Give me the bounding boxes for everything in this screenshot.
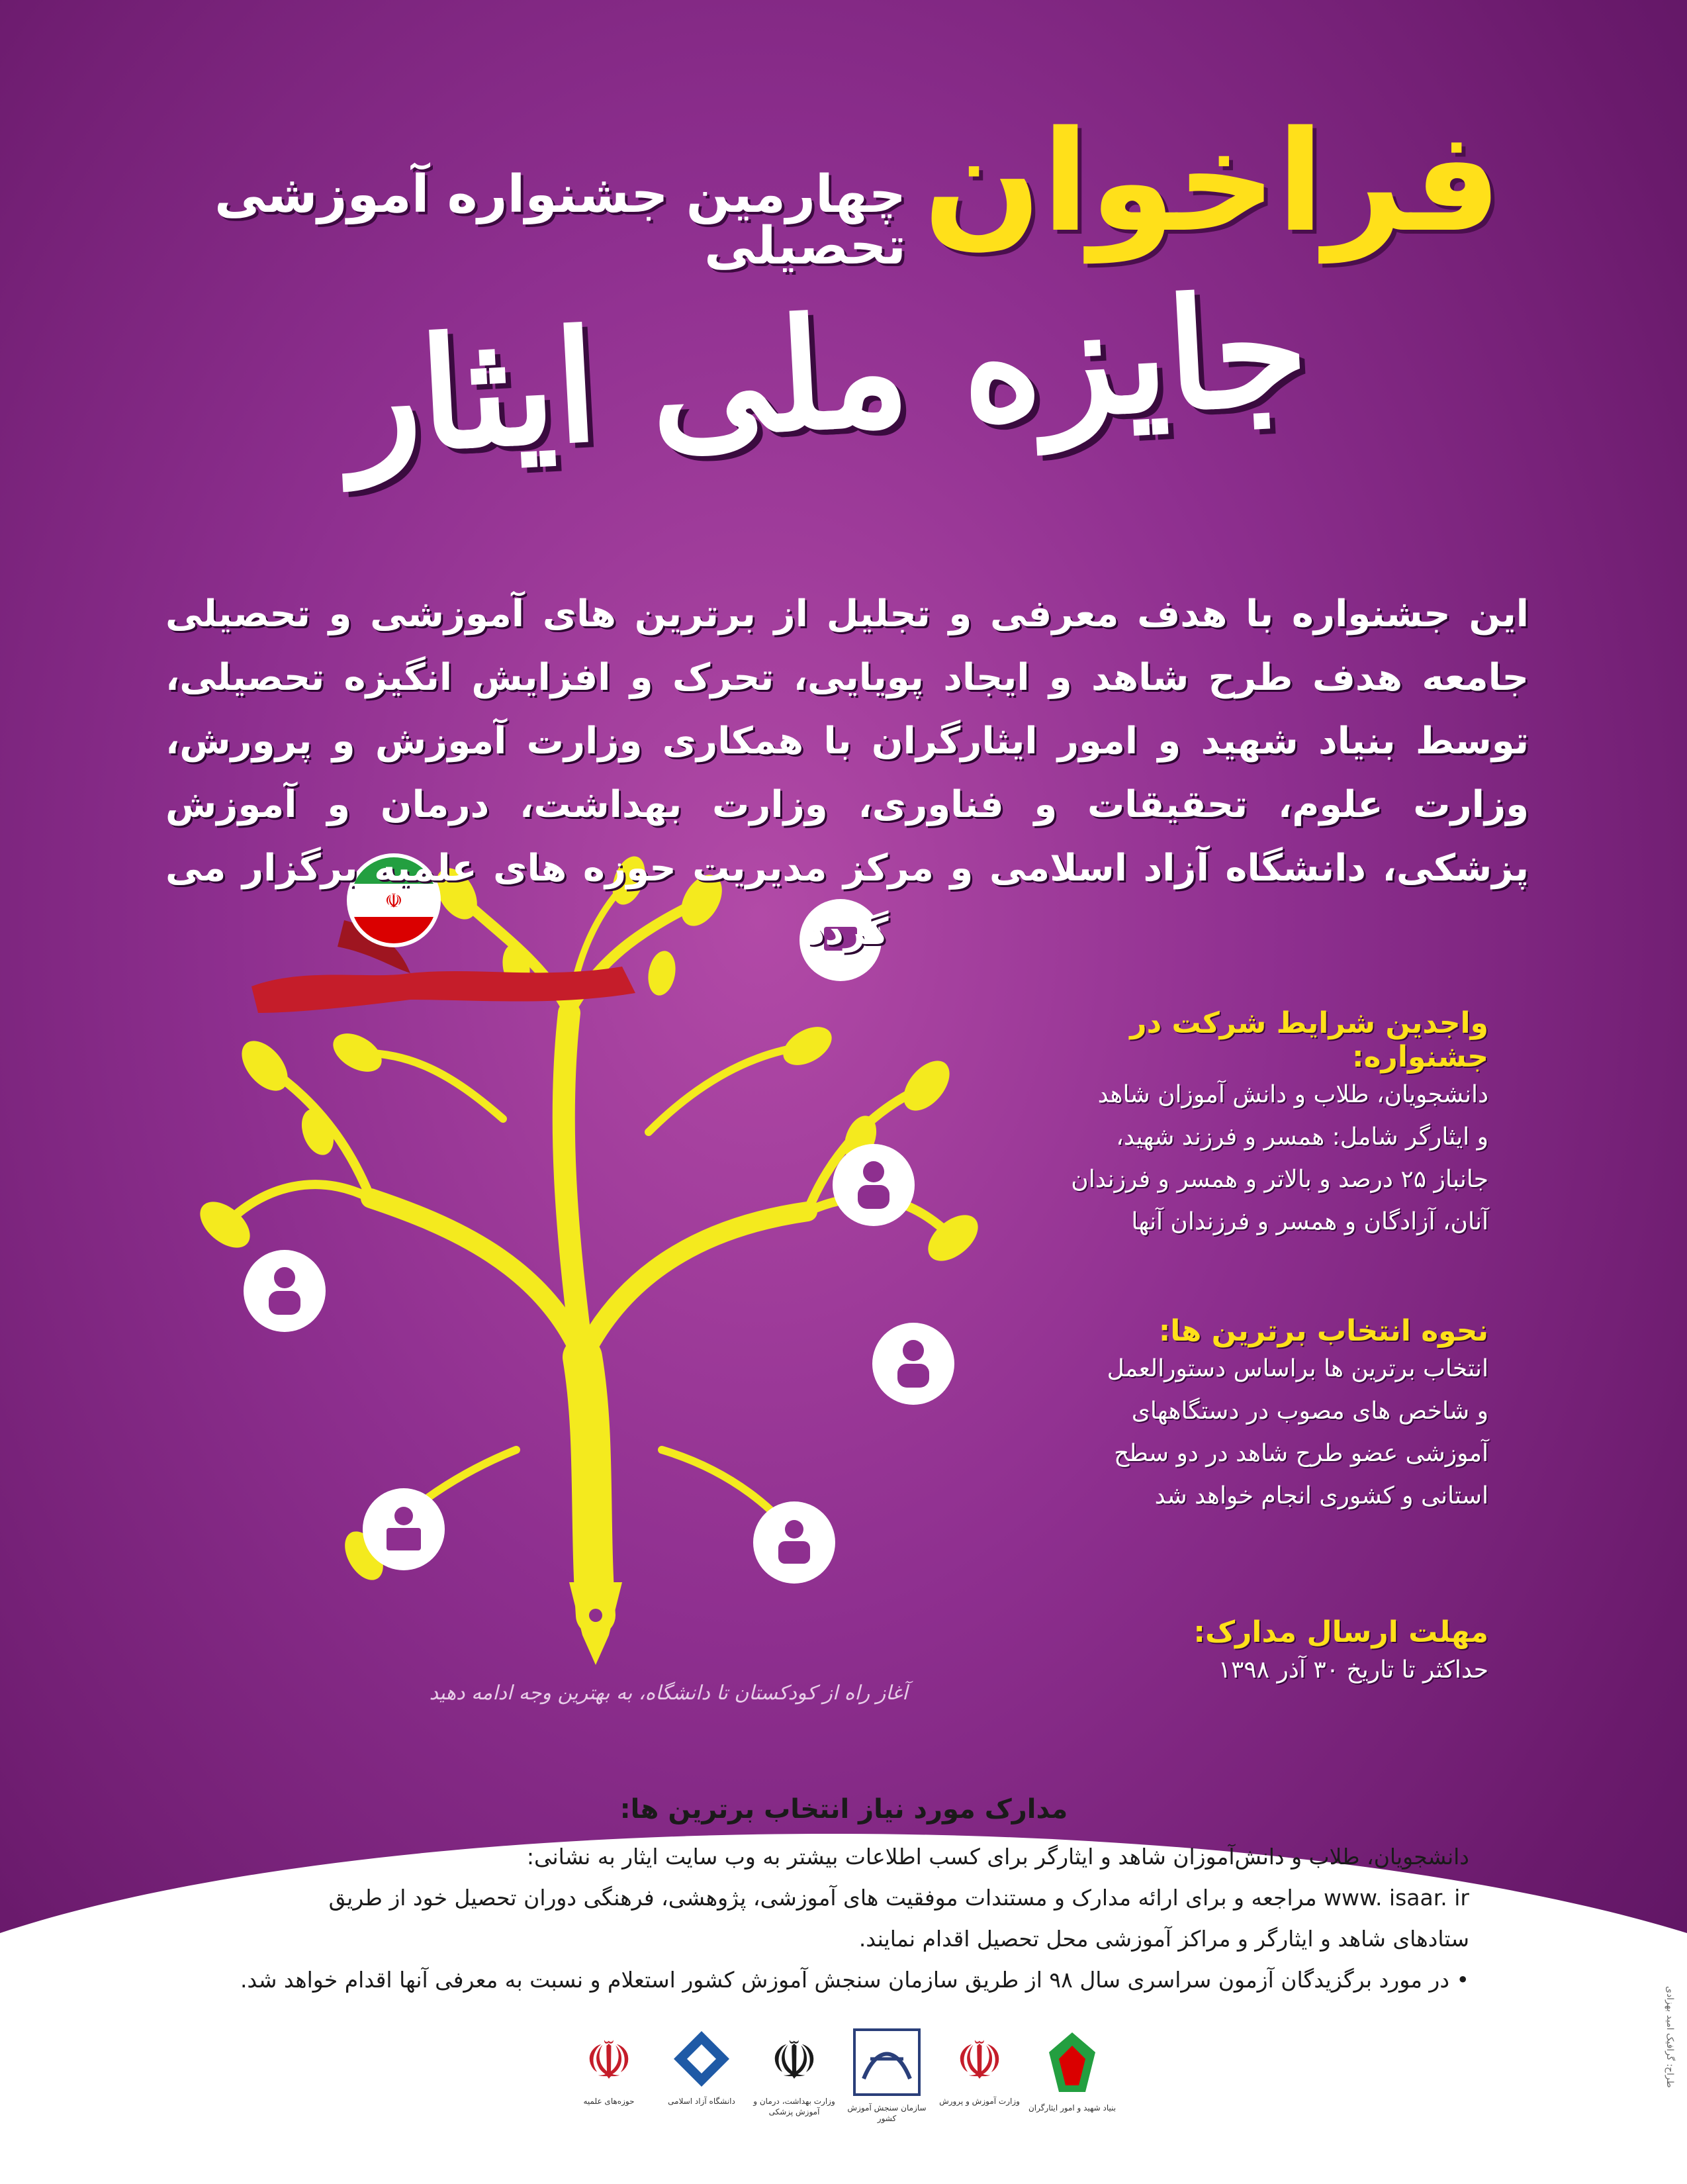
award-title: جایزه ملی ایثار <box>342 260 1312 489</box>
logo-caption: بنیاد شهید و امور ایثارگران <box>1028 2103 1117 2113</box>
documents-line: • در مورد برگزیدگان آزمون سراسری سال ۹۸ از طریق سازمان سنجش آموزش کشور استعلام و نسبت به معرفی آنها اقدام خواهد شد. <box>240 1967 1469 1993</box>
sponsor-logos <box>569 2026 1117 2145</box>
eligibility-heading: واجدین شرایط شرکت در جشنواره: <box>1130 1006 1488 1074</box>
selection-line: انتخاب برترین ها براساس دستورالعمل <box>1107 1355 1488 1382</box>
intro-paragraph: این جشنواره با هدف معرفی و تجلیل از برترین های آموزشی و تحصیلی جامعه هدف طرح شاهد و ایجاد پویایی، تحرک و افزایش انگیزه تحصیلی، توسط بنیاد شهید و امور ایثارگران با همکاری وزارت آموزش و پرورش، وزارت علوم، تحقیقات و فناوری، وزارت بهداشت، درمان و آموزش پزشکی، دانشگاه آزاد اسلامی و مرکز مدیریت حوزه های علمیه برگزار می گردد <box>165 593 1529 953</box>
call-title: فراخوان <box>923 101 1502 263</box>
svg-text:☫: ☫ <box>385 890 403 913</box>
selection-line: و شاخص های مصوب در دستگاههای <box>1131 1398 1488 1425</box>
documents-line: ستادهای شاهد و ایثارگر و مراکز آموزشی محل تحصیل اقدام نمایند. <box>858 1926 1469 1952</box>
logo-seminary <box>569 2026 649 2107</box>
deadline-section <box>1025 1615 1488 1691</box>
logo-caption: دانشگاه آزاد اسلامی <box>668 2097 735 2106</box>
selection-heading: نحوه انتخاب برترین ها: <box>1158 1314 1488 1348</box>
eligibility-line: آنان، آزادگان و همسر و فرزندان آنها <box>1131 1208 1488 1235</box>
designer-credit: طراح: گرافیک امید بهزادی <box>1664 1986 1675 2088</box>
tree-illustration <box>172 854 1006 1668</box>
logo-martyr-foundation <box>1028 2026 1117 2113</box>
foundation-icon <box>1039 2026 1105 2099</box>
deadline-text: حداکثر تا تاریخ ۳۰ آذر ۱۳۹۸ <box>1218 1656 1488 1684</box>
logo-caption: وزارت آموزش و پرورش <box>939 2097 1020 2106</box>
calligraphy-logo <box>850 2026 923 2099</box>
svg-text:☫: ☫ <box>770 2030 818 2091</box>
deadline-heading: مهلت ارسال مدارک: <box>1193 1615 1488 1649</box>
selection-line: استانی و کشوری انجام خواهد شد <box>1154 1482 1488 1509</box>
emblem-icon <box>946 2026 1013 2092</box>
eligibility-section <box>1025 1006 1488 1243</box>
logo-sanjesh <box>847 2026 927 2124</box>
selection-section <box>1025 1314 1488 1517</box>
logo-caption: حوزه‌های علمیه <box>583 2097 635 2106</box>
logo-caption: سازمان سنجش آموزش کشور <box>847 2103 927 2123</box>
documents-line: دانشجویان، طلاب و دانش‌آموزان شاهد و ایثارگر برای کسب اطلاعات بیشتر به وب سایت ایثار به نشانی: <box>526 1844 1469 1870</box>
logo-education-ministry <box>940 2026 1019 2107</box>
eligibility-line: دانشجویان، طلاب و دانش آموزان شاهد <box>1097 1081 1488 1108</box>
documents-section <box>218 1794 1469 2001</box>
emblem-icon <box>576 2026 642 2092</box>
logo-azad-university <box>662 2026 741 2107</box>
emblem-icon <box>761 2026 827 2092</box>
documents-line-website: www. isaar. ir مراجعه و برای ارائه مدارک و مستندات موفقیت های آموزشی، پژوهشی، فرهنگی دوران تحصیل خود از طریق <box>328 1885 1469 1911</box>
svg-text:☫: ☫ <box>956 2030 1003 2091</box>
logo-health-ministry <box>754 2026 834 2117</box>
logo-caption: وزارت بهداشت، درمان و آموزش پزشکی <box>753 2097 835 2116</box>
svg-text:☫: ☫ <box>585 2030 633 2091</box>
selection-line: آموزشی عضو طرح شاهد در دو سطح <box>1114 1440 1488 1467</box>
university-icon <box>668 2026 735 2092</box>
documents-heading: مدارک مورد نیاز انتخاب برترین ها: <box>619 1794 1068 1825</box>
handwritten-quote: آغاز راه از کودکستان تا دانشگاه، به بهترین وجه ادامه دهید <box>429 1682 908 1705</box>
eligibility-line: و ایثارگر شامل: همسر و فرزند شهید، <box>1116 1123 1488 1151</box>
festival-subtitle: چهارمین جشنواره آموزشی تحصیلی <box>214 165 906 276</box>
eligibility-line: جانباز ۲۵ درصد و بالاتر و همسر و فرزندان <box>1071 1166 1488 1193</box>
